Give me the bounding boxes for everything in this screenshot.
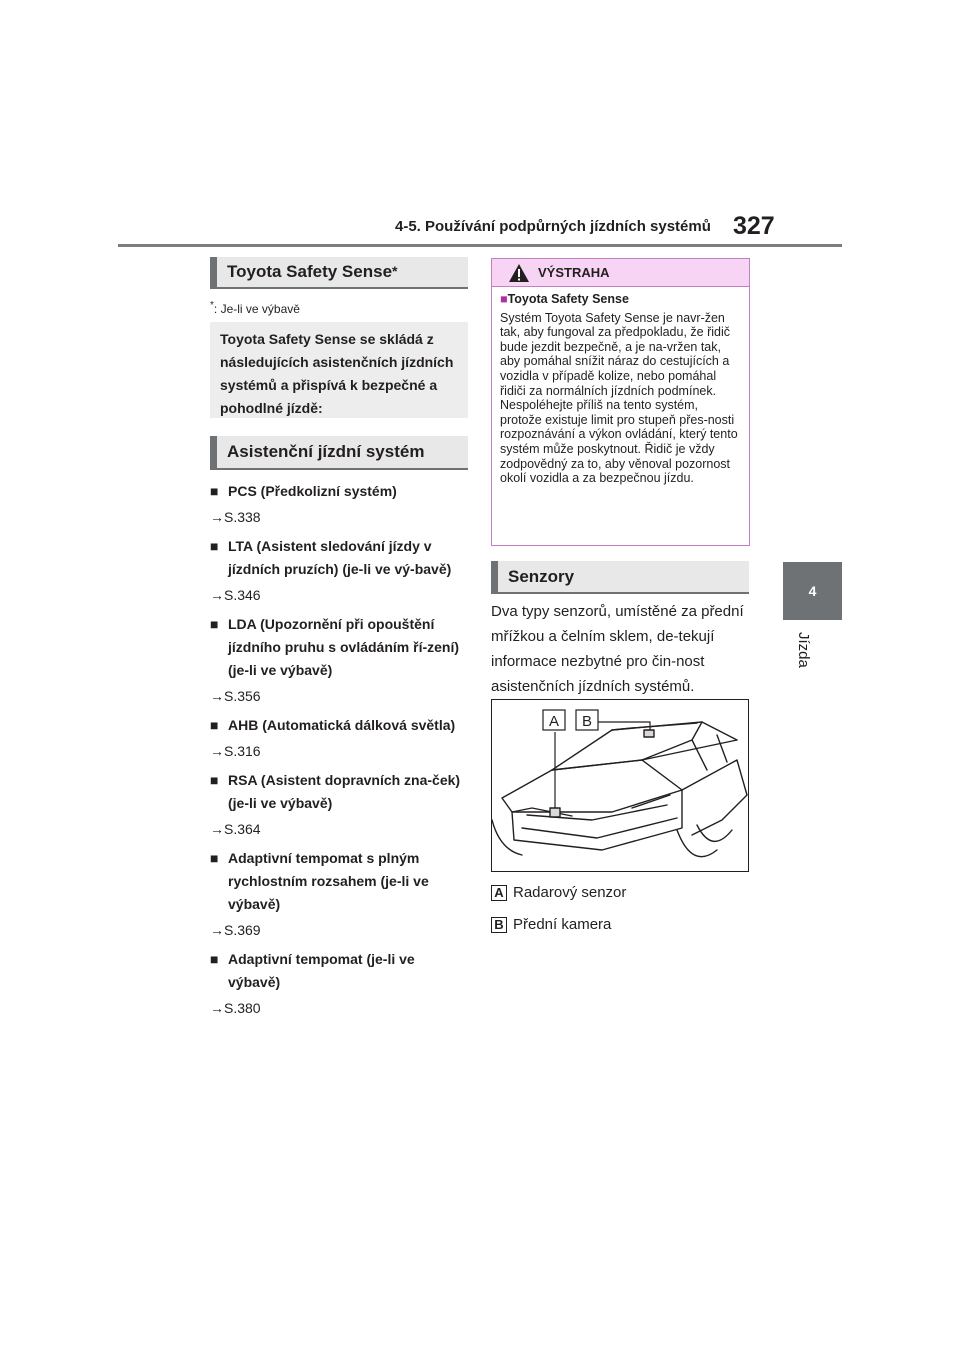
warning-body xyxy=(492,287,749,491)
label-b xyxy=(576,710,598,730)
item-title: Adaptivní tempomat s plným rychlostním rozsahem (je-li ve výbavě) xyxy=(228,850,429,912)
footnote-mark: * xyxy=(210,300,214,311)
warning-triangle-icon xyxy=(508,263,530,283)
heading-footnote-mark: * xyxy=(392,264,398,280)
list-item xyxy=(210,847,468,916)
square-bullet-icon: ■ xyxy=(500,292,508,306)
list-item xyxy=(210,769,468,815)
legend-item-camera xyxy=(491,916,611,933)
warning-text-2: Nespoléhejte příliš na tento systém, protože existuje limit pro stupeň přes-nosti rozpoznávání a výkon ovládání, který tento systém může poskytnout. Řidič je vždy zodpovědný za to, aby věnoval pozornost okolí vozidla a za bezpečnou jízdu. xyxy=(500,398,738,486)
list-item xyxy=(210,613,468,682)
page-reference[interactable]: →S.346 xyxy=(210,587,261,603)
section-title: 4-5. Používání podpůrných jízdních systémů xyxy=(395,218,711,235)
item-title: PCS (Předkolizní systém) xyxy=(228,483,397,499)
square-bullet-icon: ■ xyxy=(210,483,219,499)
item-title: AHB (Automatická dálková světla) xyxy=(228,717,456,733)
item-title: Adaptivní tempomat (je-li ve výbavě) xyxy=(228,951,415,990)
square-bullet-icon: ■ xyxy=(210,772,219,788)
label-b-text: B xyxy=(581,713,593,730)
list-item xyxy=(210,480,468,503)
page-reference[interactable]: →S.356 xyxy=(210,688,261,704)
square-bullet-icon: ■ xyxy=(210,616,219,632)
square-bullet-icon: ■ xyxy=(210,850,219,866)
label-a-text: A xyxy=(548,713,560,730)
chapter-tab xyxy=(783,562,842,620)
square-bullet-icon: ■ xyxy=(210,538,219,554)
legend-item-radar xyxy=(491,884,626,901)
warning-title: VÝSTRAHA xyxy=(538,265,610,280)
list-item xyxy=(210,948,468,994)
list-item xyxy=(210,714,468,737)
footnote xyxy=(210,300,300,316)
page-number: 327 xyxy=(733,212,775,240)
warning-subtitle: ■Toyota Safety Sense xyxy=(500,292,629,306)
warning-header xyxy=(492,259,749,287)
label-a xyxy=(543,710,565,730)
footnote-text: : Je-li ve výbavě xyxy=(213,302,300,316)
car-sensor-illustration xyxy=(491,699,749,872)
legend-key: A xyxy=(491,885,507,901)
chapter-label: Jízda xyxy=(795,632,812,668)
page-reference[interactable]: →S.338 xyxy=(210,509,261,525)
page-reference[interactable]: →S.369 xyxy=(210,922,261,938)
driving-assist-heading: Asistenční jízdní systém xyxy=(210,436,468,470)
legend-key: B xyxy=(491,917,507,933)
square-bullet-icon: ■ xyxy=(210,951,219,967)
item-title: LTA (Asistent sledování jízdy v jízdních pruzích) (je-li ve vý-bavě) xyxy=(228,538,452,577)
warning-text: Systém Toyota Safety Sense je navr-žen tak, aby fungoval za předpokladu, že řidič bude jezdit bezpečně, a je na-vržen tak, aby pomáhal snížit náraz do cestujících a vozidla v případě kolize, nebo pomáhal řidiči za normálních jízdních podmínek. xyxy=(500,310,730,398)
legend-text: Přední kamera xyxy=(513,916,612,933)
item-title: RSA (Asistent dopravních zna-ček) (je-li ve výbavě) xyxy=(228,772,461,811)
legend-text: Radarový senzor xyxy=(513,884,627,901)
chapter-number: 4 xyxy=(808,583,817,599)
heading-text: Toyota Safety Sense xyxy=(227,262,393,281)
intro-box: Toyota Safety Sense se skládá z následujících asistenčních jízdních systémů a přispívá k bezpečné a pohodlné jízdě: xyxy=(210,322,468,418)
toyota-safety-sense-heading xyxy=(210,257,468,289)
header-rule xyxy=(118,244,842,247)
sensors-description: Dva typy senzorů, umístěné za přední mřížkou a čelním sklem, de-tekují informace nezbytné pro čin-nost asistenčních jízdních systémů. xyxy=(491,603,744,695)
car-drawing xyxy=(492,700,748,871)
warning-box xyxy=(491,258,750,546)
list-item xyxy=(210,535,468,581)
item-title: LDA (Upozornění při opouštění jízdního pruhu s ovládáním ří-zení) (je-li ve výbavě) xyxy=(228,616,460,678)
page-reference[interactable]: →S.316 xyxy=(210,743,261,759)
page-reference[interactable]: →S.380 xyxy=(210,1000,261,1016)
square-bullet-icon: ■ xyxy=(210,717,219,733)
sensors-heading: Senzory xyxy=(491,561,749,594)
systems-list xyxy=(210,480,468,1026)
page-reference[interactable]: →S.364 xyxy=(210,821,261,837)
